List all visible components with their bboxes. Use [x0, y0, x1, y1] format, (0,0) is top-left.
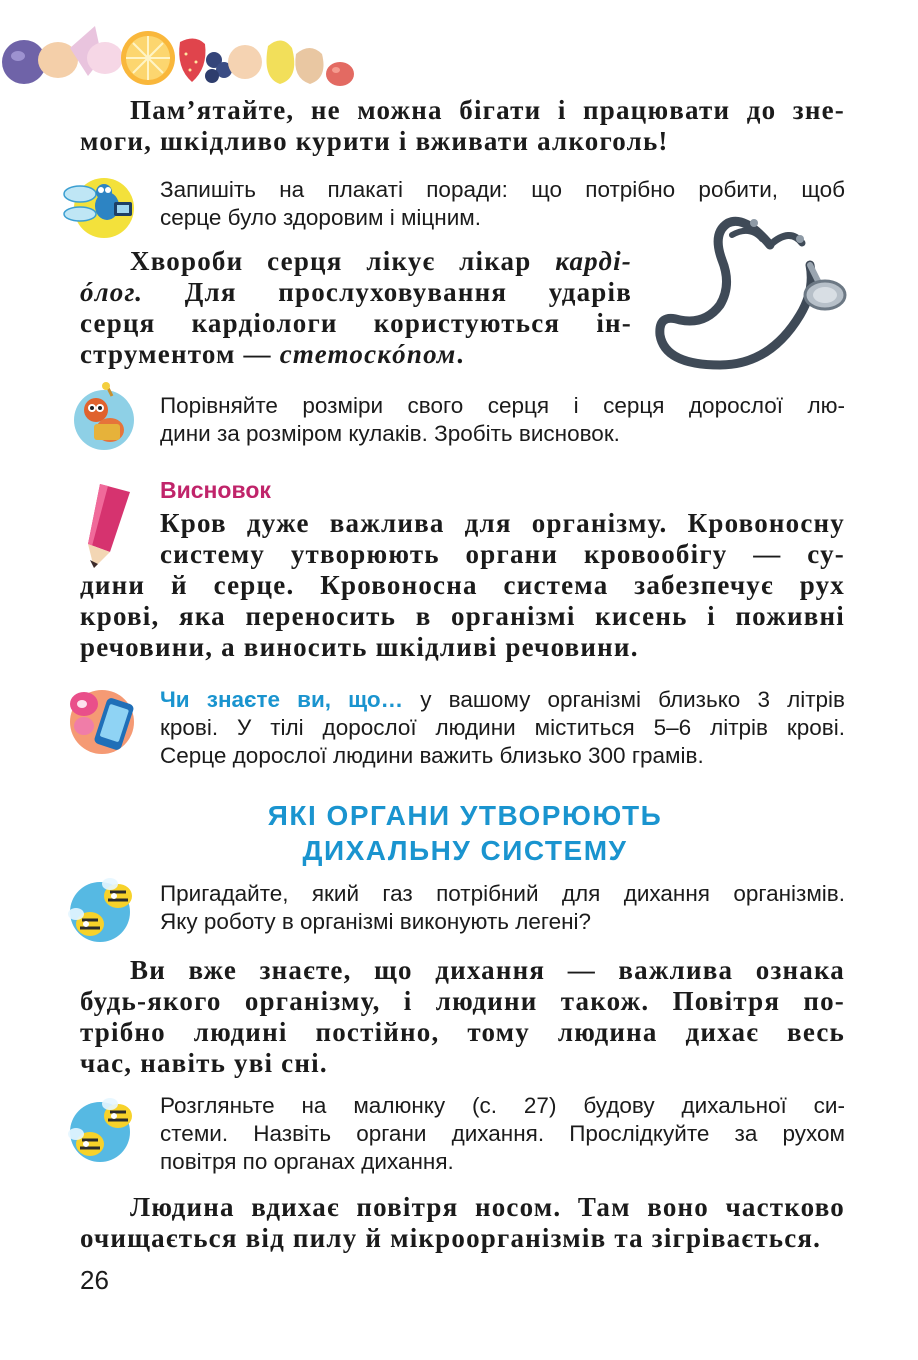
text-line: Порівняйте розміри свого серця і серця дорослої лю-: [160, 393, 845, 418]
text-line: [80, 246, 632, 277]
nose-paragraph: [80, 1192, 845, 1254]
text-line: Кров дуже важлива для організму. Кровоносну: [160, 508, 845, 538]
text-fragment: Хвороби серця лікує лікар: [130, 246, 556, 276]
text-line: [80, 339, 632, 370]
text-fragment: .: [456, 339, 465, 369]
bees-task-icon-2: [60, 1092, 146, 1168]
text-line: очищається від пилу й мікроорганізмів та зігрівається.: [80, 1223, 822, 1253]
text-line: систему утворюють органи кровообігу — су-: [160, 539, 845, 569]
text-fragment: Для прослуховування ударів: [143, 277, 632, 307]
text-line: Ви вже знаєте, що дихання — важлива ознака: [130, 955, 845, 985]
task-compare-heart-size: [160, 392, 845, 448]
text-line: крові, яка переносить в організмі кисень і поживні: [80, 601, 845, 631]
term-cardiologist-end: óлог.: [80, 277, 144, 307]
text-line: серце було здоровим і міцним.: [160, 205, 482, 230]
task-examine-figure: [160, 1092, 845, 1176]
pencil-icon: [78, 478, 140, 570]
text-line: Серце дорослої людини важить близько 300 грамів.: [160, 743, 704, 768]
text-line: речовини, а виносить шкідливі речовини.: [80, 632, 639, 662]
page-number: 26: [80, 1265, 109, 1295]
text-line: [160, 686, 845, 714]
text-line: час, навіть уві сні.: [80, 1048, 328, 1078]
did-you-know-label: Чи знаєте ви, що…: [160, 687, 404, 712]
butterfly-phone-icon: [62, 682, 144, 760]
text-fragment: у вашому організмі близько 3 літрів: [403, 687, 845, 712]
text-line: Пригадайте, який газ потрібний для дихання організмів.: [160, 881, 845, 906]
text-line: Розгляньте на малюнку (с. 27) будову дихальної си-: [160, 1093, 845, 1118]
section-heading: [80, 798, 850, 868]
text-line: трібно людині постійно, тому людина дихає весь: [80, 1017, 845, 1047]
text-line: стеми. Назвіть органи дихання. Прослідкуйте за рухом: [160, 1121, 845, 1146]
conclusion-part-2: [80, 570, 845, 663]
text-line: повітря по органах дихання.: [160, 1149, 454, 1174]
text-line: дини за розміром кулаків. Зробіть висновок.: [160, 421, 620, 446]
ant-task-icon: [62, 380, 142, 452]
heading-line: ЯКІ ОРГАНИ УТВОРЮЮТЬ: [267, 800, 663, 831]
conclusion-title: Висновок: [160, 477, 271, 503]
fruit-banner-illustration: [0, 18, 360, 88]
breathing-paragraph: [80, 955, 845, 1079]
text-fragment: струментом —: [80, 339, 280, 369]
warning-paragraph: [80, 95, 845, 157]
term-stethoscope: стетоскóпом: [279, 339, 457, 369]
bees-task-icon: [60, 872, 146, 948]
cardiologist-paragraph: [80, 246, 632, 370]
text-line: Пам’ятайте, не можна бігати і працювати до зне-: [130, 95, 845, 125]
text-line: Яку роботу в організмі виконують легені?: [160, 909, 592, 934]
text-line: Запишіть на плакаті поради: що потрібно робити, щоб: [160, 177, 845, 202]
term-cardiologist: карді-: [555, 246, 632, 276]
did-you-know-box: [160, 686, 845, 770]
heading-line: ДИХАЛЬНУ СИСТЕМУ: [302, 835, 628, 866]
stethoscope-illustration: [650, 205, 850, 380]
text-line: дини й серце. Кровоносна система забезпечує рух: [80, 570, 845, 600]
task-recall-gas: [160, 880, 845, 936]
text-line: [80, 277, 632, 308]
text-line: моги, шкідливо курити і вживати алкоголь!: [80, 126, 669, 156]
conclusion-part-1: [160, 508, 845, 570]
text-line: крові. У тілі дорослої людини міститься 5–6 літрів крові.: [160, 715, 845, 740]
dragonfly-task-icon: [62, 172, 142, 242]
text-line: Людина вдихає повітря носом. Там воно частково: [130, 1192, 845, 1222]
text-line: серця кардіологи користуються ін-: [80, 308, 632, 338]
text-line: будь-якого організму, і людини також. Повітря по-: [80, 986, 845, 1016]
